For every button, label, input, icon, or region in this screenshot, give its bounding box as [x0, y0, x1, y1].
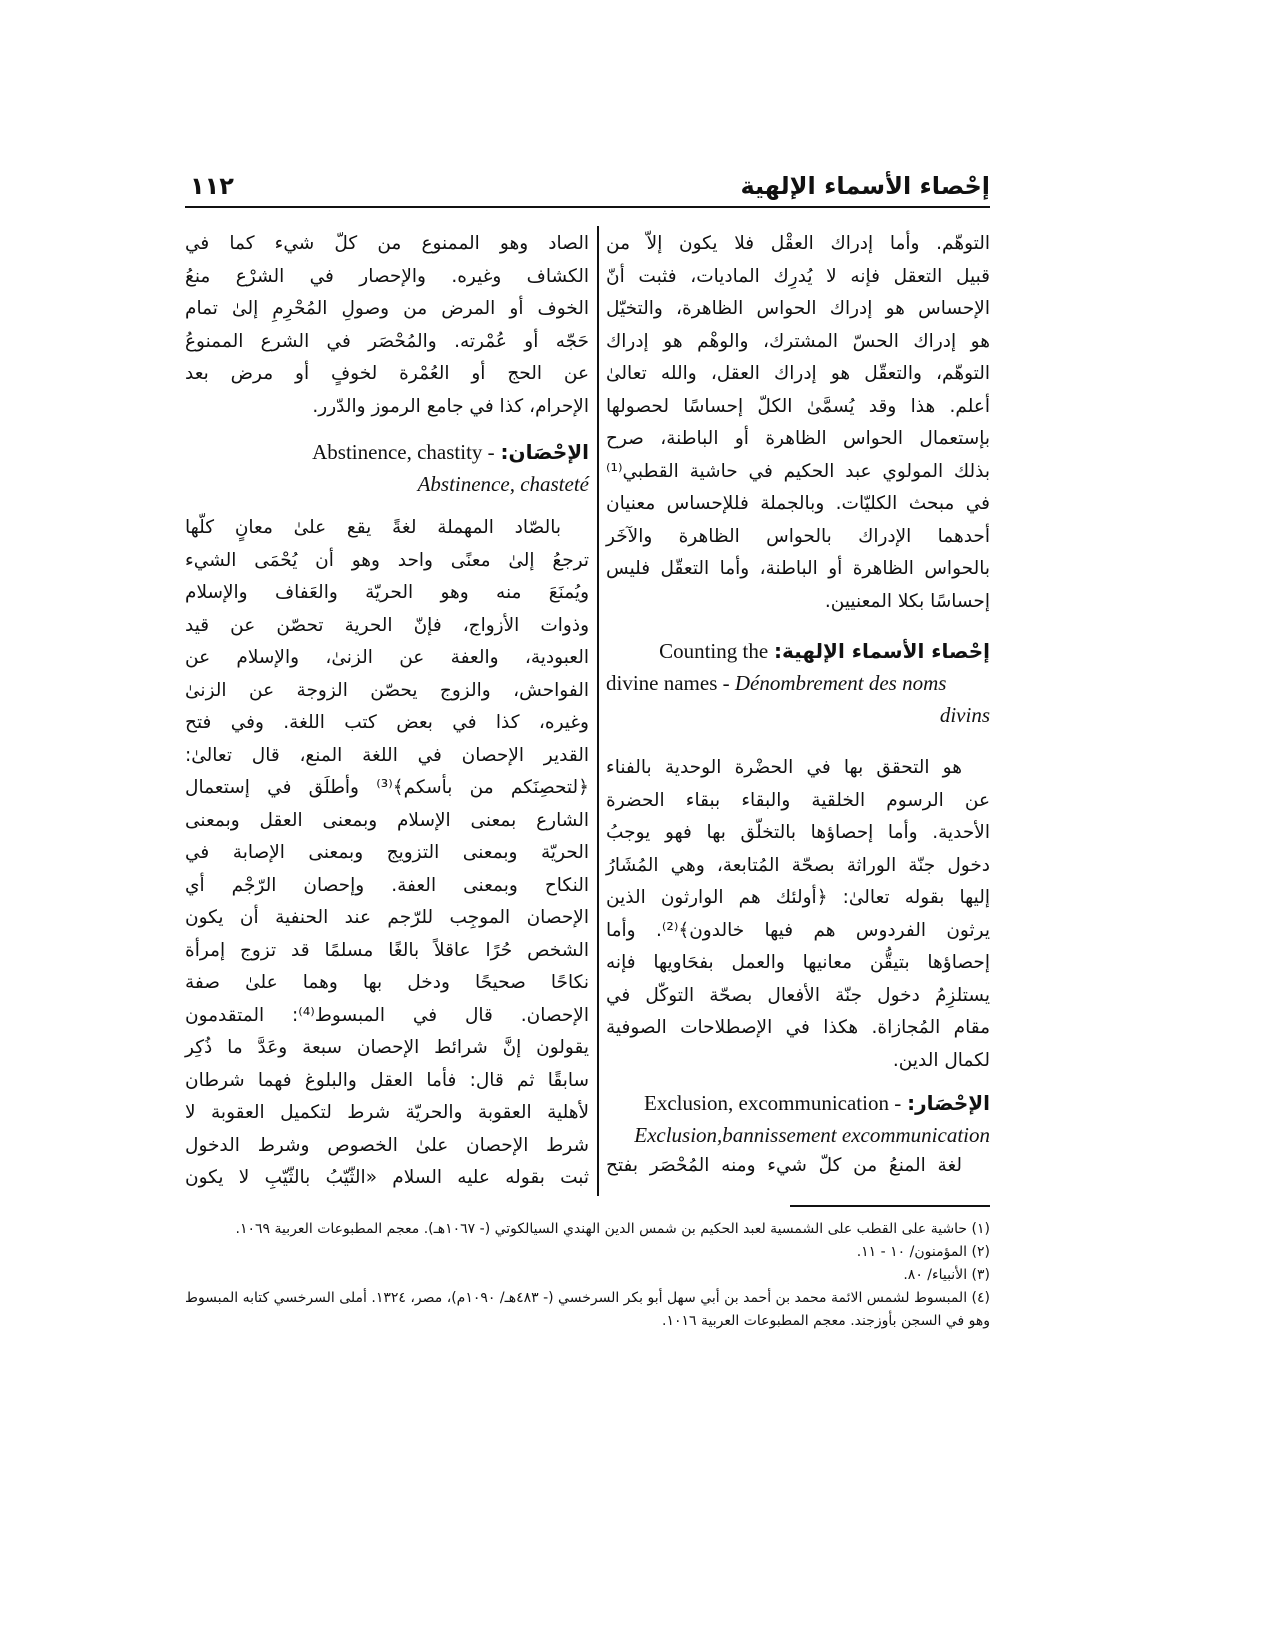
text-line: الكشاف وغيره. والإحصار في الشرْع منعُ [185, 265, 589, 287]
text-line: يقولون إنَّ شرائط الإحصان سبعة وعَدَّ ما ذُكِر [185, 1037, 589, 1058]
text-line: وذوات الأزواج، فإنّ الحرية تحصّن عن قيد [185, 614, 589, 636]
right-para-2 [606, 752, 990, 1077]
text-line: النكاح وبمعنى العفة. وإحصان الرّجْم أي [185, 874, 589, 896]
text-line: بذلك المولوي عبد الحكيم في حاشية القطبي⁽¹⁾ [606, 460, 990, 482]
text-line: هو التحقق بها في الحضْرة الوحدية بالفناء [606, 757, 962, 778]
footnotes [185, 1218, 990, 1333]
header-rule [185, 206, 990, 208]
text-line: الشارع بمعنى الإسلام وبمعنى العقل وبمعنى [185, 809, 589, 831]
text-line: إحصاؤها بتيقُّن معانيها والعمل بفحَاويها فإنه [606, 952, 990, 973]
entry-french: Exclusion,bannissement excommunication [634, 1123, 990, 1147]
footnote-3: (٣) الأنبياء/ ٨٠. [903, 1267, 990, 1283]
footnote-4: (٤) المبسوط لشمس الائمة محمد بن أحمد بن أبي سهل أبو بكر السرخسي (- ٤٨٣هـ/ ١٠٩٠م)، مصر، ١٣٢٤. أملى السرخسي كتابه المبسوط وهو في السجن بأوزجند. معجم المطبوعات العربية ١٠١٦. [185, 1290, 990, 1329]
column-divider [597, 226, 599, 1196]
text-line: التوهّم، والتعقّل هو إدراك العقل، والله تعالىٰ [606, 363, 990, 384]
text-line: الصاد وهو الممنوع من كلّ شيء كما في [185, 233, 589, 254]
text-line: شرط الإحصان علىٰ الخصوص وشرط الدخول [185, 1134, 589, 1156]
text-line: ﴿لتحصِنَكم من بأسكم﴾⁽³⁾ وأطلَق في إستعمال [185, 777, 589, 798]
entry-english-cont: divine names - [606, 671, 735, 695]
entry-heading-ihsa [606, 636, 990, 732]
text-line: يستلزِمُ دخول جنّة الأفعال بصحّة التوكّل في [606, 984, 990, 1006]
entry-french: Dénombrement des noms [734, 671, 947, 695]
entry-french: Abstinence, chasteté [417, 472, 589, 496]
page-number: ١١٢ [190, 172, 234, 200]
text-line: الإحساس هو إدراك الحواس الظاهرة، والتخيّل [606, 298, 990, 319]
text-line: الخوف أو المرض من وصولِ المُحْرِمِ إلىٰ تمام [185, 298, 589, 319]
text-line: نكاحًا صحيحًا ودخل بها وهما علىٰ صفة [185, 972, 589, 993]
entry-english: Exclusion, excommunication - [644, 1091, 902, 1115]
text-line: الفواحش، والزوج يحصّن الزوجة عن الزنىٰ [185, 679, 589, 701]
entry-heading-ihsan [185, 437, 589, 501]
text-line: الإحصان. قال في المبسوط⁽⁴⁾: المتقدمون [185, 1004, 589, 1026]
entry-english: Abstinence, chastity - [312, 440, 495, 464]
entry-term: الإحْصَان: [500, 440, 589, 464]
text-line: ثبت بقوله عليه السلام «الثّيّبُ بالثّيّبِ لا يكون [185, 1167, 589, 1188]
footnote-2: (٢) المؤمنون/ ١٠ - ١١. [856, 1244, 990, 1260]
text-line: الشخص حُرًا عاقلاً بالغًا مسلمًا قد تزوج إمرأة [185, 939, 589, 961]
text-line: إليها بقوله تعالىٰ: ﴿أولئك هم الوارثون الذين [606, 887, 990, 908]
text-line: في مبحث الكليّات. وبالجملة فللإحساس معنيان [606, 493, 990, 514]
right-para-3 [606, 1150, 990, 1183]
text-line: العبودية، والعفة عن الزنىٰ، والإسلام عن [185, 647, 589, 668]
text-line: لأهلية العقوبة والحريّة شرط لتكميل العقوبة لا [185, 1102, 589, 1123]
text-line: الحريّة وبمعنى التزويج وبمعنى الإصابة في [185, 842, 589, 863]
text-line: الإحرام، كذا في جامع الرموز والدّرر. [312, 395, 589, 417]
entry-french-cont: divins [939, 703, 990, 727]
text-line: لغة المنعُ من كلّ شيء ومنه المُحْصَر بفتح [606, 1155, 962, 1176]
text-line: القدير الإحصان في اللغة المنع، قال تعالىٰ: [185, 744, 589, 766]
text-line: قبيل التعقل فإنه لا يُدرِك الماديات، فثبت أنّ [606, 265, 990, 287]
text-line: أعلم. هذا وقد يُسمَّىٰ الكلّ إحساسًا لحصولها [606, 395, 990, 417]
text-line: ترجعُ إلىٰ معنًى واحد وهو أن يُحْمَى الشيء [185, 549, 589, 571]
text-line: بإستعمال الحواس الظاهرة أو الباطنة، صرح [606, 428, 990, 449]
text-line: إحساسًا بكلا المعنيين. [824, 590, 990, 612]
footnote-rule [790, 1205, 990, 1207]
text-line: عن الحج أو العُمْرة لخوفٍ أو مرض بعد [185, 363, 589, 384]
entry-term: الإحْصَار: [907, 1091, 990, 1115]
footnote-1: (١) حاشية على القطب على الشمسية لعبد الحكيم بن شمس الدين الهندي السيالكوتي (- ١٠٦٧هـ). معجم المطبوعات العربية ١٠٦٩. [235, 1221, 990, 1237]
right-para-1 [606, 228, 990, 618]
left-para-2 [185, 512, 589, 1195]
text-line: سابقًا ثم قال: فأما العقل والبلوغ فهما شرطان [185, 1069, 589, 1091]
text-line: التوهّم. وأما إدراك العقْل فلا يكون إلاّ من [606, 233, 990, 254]
text-line: عن الرسوم الخلقية والبقاء ببقاء الحضرة [606, 789, 990, 811]
entry-english: Counting the [659, 639, 769, 663]
text-line: لكمال الدين. [892, 1049, 990, 1071]
text-line: هو إدراك الحسّ المشترك، والوهْم هو إدراك [606, 330, 990, 352]
text-line: يرثون الفردوس هم فيها خالدون﴾⁽²⁾. وأما [606, 919, 990, 941]
text-line: ويُمنَعَ منه وهو الحريّة والعَفاف والإسلام [185, 582, 589, 603]
text-line: دخول جنّة الوراثة بصحّة المُتابعة، وهي المُشَارُ [606, 854, 990, 876]
text-line: مقام المُجازاة. هكذا في الإصطلاحات الصوفية [606, 1017, 990, 1038]
text-line: وغيره، كذا في بعض كتب اللغة. وفي فتح [185, 712, 589, 733]
text-line: بالصّاد المهملة لغةً يقع علىٰ معانٍ كلّها [185, 517, 561, 538]
text-line: الإحصان الموجِب للرّجم عند الحنفية أن يكون [185, 907, 589, 928]
entry-heading-ihsar [606, 1088, 990, 1152]
text-line: أحدهما الإدراك بالحواس الظاهرة والآخَر [606, 525, 990, 547]
left-para-1 [185, 228, 589, 423]
running-header-title: إحْصاء الأسماء الإلهية [740, 172, 990, 200]
entry-term: إحْصاء الأسماء الإلهية: [774, 639, 990, 663]
text-line: الأحدية. وأما إحصاؤها بالتخلّق بها فهو يوجبُ [606, 822, 990, 843]
text-line: بالحواس الظاهرة أو الباطنة، وأما التعقّل فليس [606, 558, 990, 579]
text-line: حَجّه أو عُمْرته. والمُحْصَر في الشرع الممنوعُ [185, 330, 589, 352]
